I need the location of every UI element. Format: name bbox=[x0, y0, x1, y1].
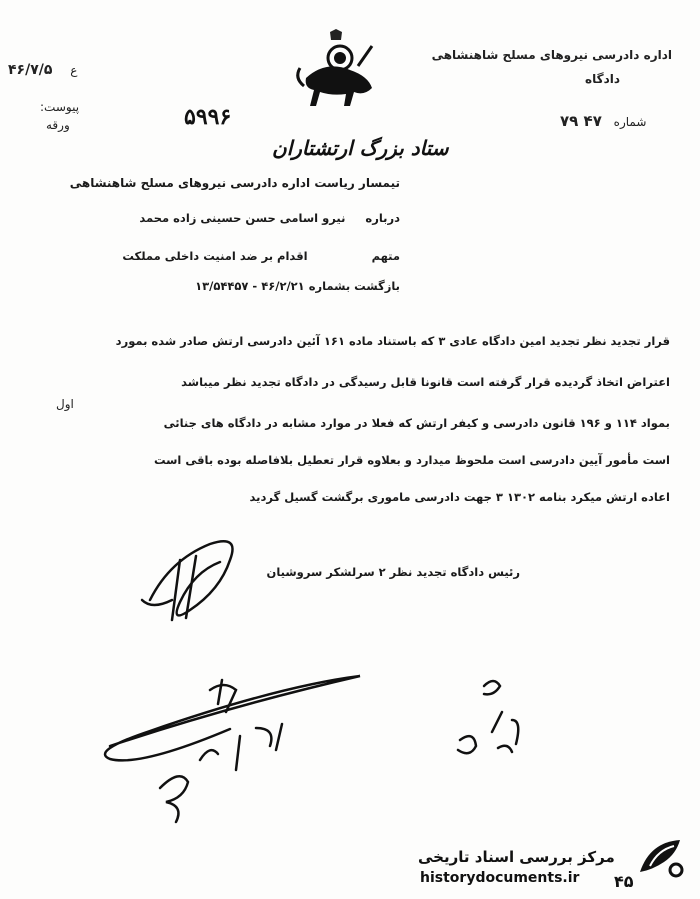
signature-line: رئیس دادگاه تجدید نظر ۲ سرلشکر سروشیان bbox=[266, 565, 520, 579]
archive-logo-icon bbox=[636, 836, 686, 880]
office-title: اداره دادرسی نیروهای مسلح شاهنشاهی bbox=[431, 48, 672, 62]
recipient-line: تیمسار ریاست اداره دادرسی نیروهای مسلح شاهنشاهی bbox=[69, 176, 400, 190]
attachment-field: پیوست: bbox=[40, 100, 80, 114]
date-label: ع bbox=[70, 63, 78, 77]
about-value: نیرو اسامی حسن حسینی زاده محمد bbox=[139, 211, 346, 225]
body-line-3: بمواد ۱۱۴ و ۱۹۶ قانون دادرسی و کیفر ارتش که فعلا در موارد مشابه در دادگاه های جنائی bbox=[163, 416, 670, 430]
watermark-url: historydocuments.ir bbox=[420, 870, 580, 886]
watermark-title: مرکز بررسی اسناد تاریخی bbox=[418, 848, 615, 866]
about-label: درباره bbox=[365, 211, 400, 225]
body-line-2: اعتراض اتخاذ گردیده قرار گرفته است قانونا قابل رسیدگی در دادگاه تجدید نظر میباشد bbox=[181, 375, 670, 389]
handwritten-date bbox=[230, 730, 233, 731]
number-value: ۷۹ ۴۷ bbox=[560, 112, 602, 130]
institution-name: ستاد بزرگ ارتشتاران bbox=[272, 136, 449, 160]
margin-note: اول bbox=[56, 397, 74, 411]
body-line-1: قرار تجدید نظر تجدید امین دادگاه عادی ۳ که باستناد ماده ۱۶۱ آئین دادرسی ارتش صادر شده بمورد bbox=[115, 334, 670, 348]
reference-number: ۵۹۹۶ bbox=[184, 104, 232, 130]
corner-number: ۴۵ bbox=[614, 872, 634, 891]
court-label: دادگاه bbox=[585, 72, 620, 86]
subject-value: اقدام بر ضد امنیت داخلی مملکت bbox=[122, 249, 308, 263]
number-label: شماره bbox=[613, 115, 647, 129]
handwritten-right-note bbox=[460, 730, 462, 731]
reference-line: بازگشت بشماره ۴۶/۲/۲۱ - ۱۳/۵۴۴۵۷ bbox=[195, 279, 400, 293]
date-value: ۴۶/۷/۵ bbox=[8, 62, 53, 78]
subject-label: متهم bbox=[371, 249, 400, 263]
body-line-4: است مأمور آیین دادرسی است ملحوظ میدارد و بعلاوه قرار تعطیل بلافاصله بوده باقی است bbox=[153, 453, 670, 467]
sheet-field: ورقه bbox=[46, 118, 70, 132]
body-line-5: اعاده ارتش میکرد بنامه ۱۳۰۲ ۳ جهت دادرسی ماموری برگشت گسیل گردید bbox=[249, 490, 670, 504]
